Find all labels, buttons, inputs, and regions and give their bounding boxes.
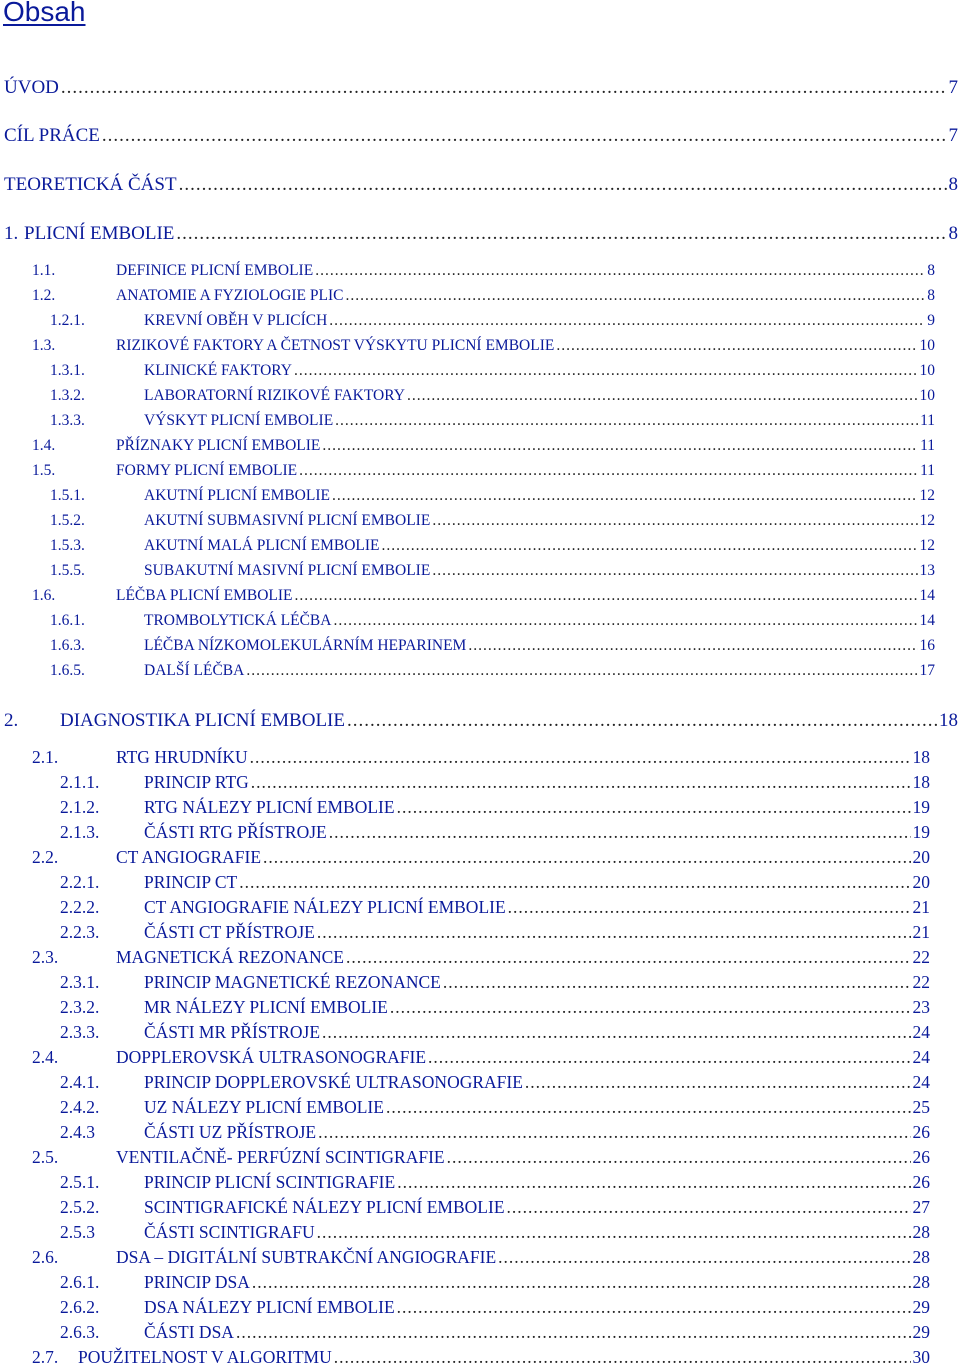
- toc-entry-page: 8: [927, 262, 935, 279]
- toc-entry-page: 14: [919, 612, 935, 629]
- toc-entry-title: LÉČBA NÍZKOMOLEKULÁRNÍM HEPARINEM: [144, 637, 467, 654]
- toc-entry-page: 27: [912, 1197, 930, 1217]
- toc-entry-title: SUBAKUTNÍ MASIVNÍ PLICNÍ EMBOLIE: [144, 562, 431, 579]
- toc-leader-dots: [525, 1074, 911, 1092]
- toc-entry-title: DSA – DIGITÁLNÍ SUBTRAKČNÍ ANGIOGRAFIE: [116, 1247, 497, 1267]
- toc-entry-page: 28: [912, 1247, 930, 1267]
- toc-entry-title: LÉČBA PLICNÍ EMBOLIE: [116, 587, 293, 604]
- toc-entry-number: 2.2.1.: [60, 872, 100, 892]
- toc-entry-title: RIZIKOVÉ FAKTORY A ČETNOST VÝSKYTU PLICNÍ EMBOLIE: [116, 337, 555, 354]
- toc-entry-title: DIAGNOSTIKA PLICNÍ EMBOLIE: [60, 710, 345, 731]
- toc-leader-dots: [299, 463, 918, 479]
- toc-entry-number: 2.4.2.: [60, 1097, 100, 1117]
- toc-entry[interactable]: [32, 1149, 930, 1167]
- toc-entry-number: 2.1.3.: [60, 822, 100, 842]
- toc-leader-dots: [315, 263, 925, 279]
- toc-entry-number: 2.4.1.: [60, 1072, 100, 1092]
- toc-leader-dots: [468, 638, 917, 654]
- toc-leader-dots: [236, 1324, 911, 1342]
- toc-entry-page: 12: [919, 512, 935, 529]
- toc-entry-page: 9: [927, 312, 935, 329]
- toc-entry-page: 23: [912, 997, 930, 1017]
- toc-entry[interactable]: [60, 824, 930, 842]
- toc-leader-dots: [498, 1249, 910, 1267]
- toc-entry-number: 1.3.1.: [50, 362, 85, 379]
- toc-leader-dots: [239, 874, 910, 892]
- toc-entry[interactable]: [32, 588, 935, 604]
- toc-entry[interactable]: [60, 924, 930, 942]
- toc-entry-title: PRINCIP DSA: [144, 1272, 250, 1292]
- toc-entry-number: 1.5.1.: [50, 487, 85, 504]
- toc-entry-page: 11: [920, 462, 935, 479]
- toc-entry[interactable]: [50, 388, 935, 404]
- toc-entry-number: 2.3.: [32, 947, 59, 967]
- toc-entry[interactable]: [50, 563, 935, 579]
- toc-entry-number: 2.6.3.: [60, 1322, 100, 1342]
- toc-entry-title: ČÁSTI RTG PŘÍSTROJE: [144, 822, 327, 842]
- toc-entry-title: ÚVOD: [4, 77, 59, 98]
- toc-entry-title: PRINCIP DOPPLEROVSKÉ ULTRASONOGRAFIE: [144, 1072, 523, 1092]
- toc-entry[interactable]: [50, 638, 935, 654]
- toc-entry[interactable]: [32, 438, 935, 454]
- toc-leader-dots: [347, 711, 937, 730]
- toc-entry[interactable]: [60, 999, 930, 1017]
- toc-entry-number: 1.2.: [32, 287, 56, 304]
- toc-entry-number: 1.3.2.: [50, 387, 85, 404]
- toc-entry[interactable]: [4, 78, 958, 97]
- toc-entry-title: PLICNÍ EMBOLIE: [24, 223, 175, 244]
- toc-entry[interactable]: [50, 488, 935, 504]
- toc-entry[interactable]: [32, 849, 930, 867]
- toc-entry[interactable]: [50, 363, 935, 379]
- toc-entry-title: RTG HRUDNÍKU: [116, 747, 248, 767]
- toc-entry-number: 1.5.3.: [50, 537, 85, 554]
- toc-leader-dots: [382, 538, 918, 554]
- toc-entry[interactable]: [60, 1174, 930, 1192]
- page-title: Obsah: [3, 0, 86, 27]
- toc-entry-page: 21: [912, 922, 930, 942]
- toc-entry[interactable]: [32, 263, 935, 279]
- toc-entry-number: 2.5.3: [60, 1222, 95, 1242]
- toc-entry[interactable]: [60, 799, 930, 817]
- toc-entry[interactable]: [60, 899, 930, 917]
- toc-entry-number: 2.6.1.: [60, 1272, 100, 1292]
- toc-entry-page: 8: [948, 174, 958, 195]
- toc-entry-page: 22: [912, 947, 930, 967]
- toc-entry-page: 16: [919, 637, 935, 654]
- toc-entry-title: VÝSKYT PLICNÍ EMBOLIE: [144, 412, 334, 429]
- toc-entry-page: 14: [919, 587, 935, 604]
- toc-entry-title: DEFINICE PLICNÍ EMBOLIE: [116, 262, 314, 279]
- toc-entry-title: CÍL PRÁCE: [4, 125, 100, 146]
- toc-leader-dots: [335, 413, 918, 429]
- toc-entry-page: 8: [948, 223, 958, 244]
- toc-entry-title: KLINICKÉ FAKTORY: [144, 362, 292, 379]
- toc-entry-page: 24: [912, 1047, 930, 1067]
- toc-leader-dots: [443, 974, 911, 992]
- toc-entry-number: 2.1.1.: [60, 772, 100, 792]
- toc-entry-title: ČÁSTI UZ PŘÍSTROJE: [144, 1122, 317, 1142]
- toc-entry-number: 2.4.: [32, 1047, 59, 1067]
- toc-entry-title: POUŽITELNOST V ALGORITMU: [78, 1347, 332, 1367]
- toc-leader-dots: [250, 749, 911, 767]
- toc-entry[interactable]: [50, 538, 935, 554]
- toc-leader-dots: [329, 313, 925, 329]
- toc-entry-page: 12: [919, 487, 935, 504]
- toc-entry-page: 10: [919, 387, 935, 404]
- toc-leader-dots: [329, 824, 911, 842]
- toc-entry-page: 10: [919, 337, 935, 354]
- toc-entry-page: 10: [919, 362, 935, 379]
- toc-leader-dots: [294, 363, 918, 379]
- toc-entry-page: 19: [912, 797, 930, 817]
- toc-entry-page: 22: [912, 972, 930, 992]
- toc-entry-title: MR NÁLEZY PLICNÍ EMBOLIE: [144, 997, 388, 1017]
- toc-leader-dots: [332, 488, 918, 504]
- toc-entry-page: 30: [912, 1347, 930, 1367]
- toc-entry[interactable]: [32, 1249, 930, 1267]
- toc-entry-number: 2.7.: [32, 1347, 59, 1367]
- toc-entry[interactable]: [32, 288, 935, 304]
- toc-leader-dots: [179, 175, 947, 194]
- toc-entry[interactable]: [4, 711, 958, 730]
- toc-entry-number: 2.1.: [32, 747, 59, 767]
- toc-entry[interactable]: [32, 1349, 930, 1367]
- toc-entry[interactable]: [50, 613, 935, 629]
- toc-entry-title: CT ANGIOGRAFIE NÁLEZY PLICNÍ EMBOLIE: [144, 897, 506, 917]
- toc-entry-number: 2.6.2.: [60, 1297, 100, 1317]
- toc-leader-dots: [317, 924, 911, 942]
- toc-entry-title: UZ NÁLEZY PLICNÍ EMBOLIE: [144, 1097, 384, 1117]
- toc-entry-page: 7: [948, 77, 958, 98]
- toc-entry[interactable]: [50, 513, 935, 529]
- toc-entry-title: SCINTIGRAFICKÉ NÁLEZY PLICNÍ EMBOLIE: [144, 1197, 505, 1217]
- toc-entry-page: 26: [912, 1147, 930, 1167]
- toc-entry-title: DSA NÁLEZY PLICNÍ EMBOLIE: [144, 1297, 395, 1317]
- toc-entry-number: 1.3.: [32, 337, 56, 354]
- toc-leader-dots: [346, 949, 911, 967]
- toc-entry-page: 20: [912, 872, 930, 892]
- toc-entry-title: ANATOMIE A FYZIOLOGIE PLIC: [116, 287, 344, 304]
- toc-entry-number: 2.3.1.: [60, 972, 100, 992]
- toc-entry-title: TEORETICKÁ ČÁST: [4, 174, 177, 195]
- toc-entry-title: PŘÍZNAKY PLICNÍ EMBOLIE: [116, 437, 321, 454]
- toc-entry-number: 1.5.5.: [50, 562, 85, 579]
- toc-entry-page: 18: [939, 710, 958, 731]
- toc-leader-dots: [317, 1224, 911, 1242]
- toc-entry-number: 2.3.3.: [60, 1022, 100, 1042]
- toc-leader-dots: [508, 899, 911, 917]
- toc-entry-number: 1.2.1.: [50, 312, 85, 329]
- toc-entry[interactable]: [60, 974, 930, 992]
- toc-entry-number: 1.3.3.: [50, 412, 85, 429]
- toc-entry[interactable]: [60, 1224, 930, 1242]
- toc-leader-dots: [251, 774, 911, 792]
- toc-entry-title: RTG NÁLEZY PLICNÍ EMBOLIE: [144, 797, 395, 817]
- toc-entry[interactable]: [60, 1299, 930, 1317]
- toc-leader-dots: [318, 1124, 910, 1142]
- toc-leader-dots: [345, 288, 925, 304]
- toc-entry-title: PRINCIP MAGNETICKÉ REZONANCE: [144, 972, 441, 992]
- toc-leader-dots: [322, 438, 918, 454]
- toc-entry-number: 2.5.1.: [60, 1172, 100, 1192]
- toc-leader-dots: [263, 849, 910, 867]
- toc-entry-number: 2.1.2.: [60, 797, 100, 817]
- toc-entry-page: 11: [920, 412, 935, 429]
- toc-leader-dots: [397, 1299, 911, 1317]
- toc-leader-dots: [334, 1349, 911, 1367]
- toc-leader-dots: [102, 126, 947, 145]
- toc-leader-dots: [390, 999, 911, 1017]
- toc-entry-page: 8: [927, 287, 935, 304]
- toc-entry[interactable]: [60, 1274, 930, 1292]
- toc-entry-number: 1.1.: [32, 262, 56, 279]
- toc-leader-dots: [556, 338, 917, 354]
- toc-entry-page: 13: [919, 562, 935, 579]
- toc-entry-title: ČÁSTI CT PŘÍSTROJE: [144, 922, 315, 942]
- toc-leader-dots: [61, 78, 947, 97]
- toc-entry-page: 28: [912, 1222, 930, 1242]
- toc-entry-number: 2.5.2.: [60, 1197, 100, 1217]
- toc-leader-dots: [333, 613, 917, 629]
- toc-entry-title: ČÁSTI SCINTIGRAFU: [144, 1222, 315, 1242]
- toc-entry-title: AKUTNÍ PLICNÍ EMBOLIE: [144, 487, 330, 504]
- toc-entry[interactable]: [60, 774, 930, 792]
- toc-entry[interactable]: [50, 413, 935, 429]
- toc-entry-number: 2.2.3.: [60, 922, 100, 942]
- toc-entry-number: 2.6.: [32, 1247, 59, 1267]
- toc-entry[interactable]: [50, 313, 935, 329]
- toc-entry[interactable]: [32, 463, 935, 479]
- toc-entry-title: AKUTNÍ MALÁ PLICNÍ EMBOLIE: [144, 537, 380, 554]
- toc-entry-page: 12: [919, 537, 935, 554]
- toc-entry-title: DOPPLEROVSKÁ ULTRASONOGRAFIE: [116, 1047, 427, 1067]
- toc-leader-dots: [386, 1099, 911, 1117]
- toc-entry-page: 28: [912, 1272, 930, 1292]
- toc-entry[interactable]: [32, 1049, 930, 1067]
- toc-entry[interactable]: [4, 126, 958, 145]
- toc-entry-number: 2.5.: [32, 1147, 59, 1167]
- toc-entry[interactable]: [32, 338, 935, 354]
- toc-entry[interactable]: [60, 1324, 930, 1342]
- toc-entry-title: PRINCIP CT: [144, 872, 238, 892]
- toc-entry-page: 26: [912, 1172, 930, 1192]
- toc-leader-dots: [246, 663, 917, 679]
- toc-leader-dots: [507, 1199, 911, 1217]
- toc-entry-title: CT ANGIOGRAFIE: [116, 847, 262, 867]
- toc-entry[interactable]: [60, 1199, 930, 1217]
- toc-entry-title: AKUTNÍ SUBMASIVNÍ PLICNÍ EMBOLIE: [144, 512, 431, 529]
- toc-entry-number: 2.2.: [32, 847, 59, 867]
- toc-entry-page: 18: [912, 747, 930, 767]
- toc-entry[interactable]: [32, 749, 930, 767]
- toc-entry[interactable]: [50, 663, 935, 679]
- toc-entry-number: 2.3.2.: [60, 997, 100, 1017]
- toc-leader-dots: [322, 1024, 910, 1042]
- toc-entry-page: 29: [912, 1322, 930, 1342]
- toc-entry-page: 26: [912, 1122, 930, 1142]
- toc-entry[interactable]: [4, 175, 958, 194]
- toc-leader-dots: [447, 1149, 911, 1167]
- toc-entry-number: 1.6.5.: [50, 662, 85, 679]
- toc-entry-page: 21: [912, 897, 930, 917]
- toc-entry-page: 18: [912, 772, 930, 792]
- toc-entry-title: FORMY PLICNÍ EMBOLIE: [116, 462, 298, 479]
- toc-leader-dots: [432, 563, 917, 579]
- toc-leader-dots: [432, 513, 917, 529]
- toc-entry-title: MAGNETICKÁ REZONANCE: [116, 947, 344, 967]
- toc-leader-dots: [407, 388, 918, 404]
- toc-entry-number: 2.2.2.: [60, 897, 100, 917]
- toc-entry-title: VENTILAČNĚ- PERFÚZNÍ SCINTIGRAFIE: [116, 1147, 445, 1167]
- toc-entry-title: DALŠÍ LÉČBA: [144, 662, 245, 679]
- toc-entry[interactable]: [60, 1074, 930, 1092]
- toc-entry-page: 29: [912, 1297, 930, 1317]
- toc-entry-number: 1.4.: [32, 437, 56, 454]
- toc-entry-title: ČÁSTI MR PŘÍSTROJE: [144, 1022, 321, 1042]
- toc-entry[interactable]: [60, 1099, 930, 1117]
- toc-entry-number: 1.6.3.: [50, 637, 85, 654]
- toc-entry-title: ČÁSTI DSA: [144, 1322, 234, 1342]
- toc-entry-number: 1.6.1.: [50, 612, 85, 629]
- toc-entry-page: 25: [912, 1097, 930, 1117]
- toc-entry-page: 19: [912, 822, 930, 842]
- toc-entry-title: TROMBOLYTICKÁ LÉČBA: [144, 612, 332, 629]
- toc-entry[interactable]: [4, 224, 958, 243]
- toc-entry-page: 24: [912, 1072, 930, 1092]
- toc-entry[interactable]: [60, 1124, 930, 1142]
- toc-entry-number: 1.5.: [32, 462, 56, 479]
- toc-entry-title: PRINCIP PLICNÍ SCINTIGRAFIE: [144, 1172, 396, 1192]
- toc-entry-page: 11: [920, 437, 935, 454]
- toc-leader-dots: [176, 224, 946, 243]
- toc-leader-dots: [397, 799, 911, 817]
- toc-leader-dots: [295, 588, 918, 604]
- toc-leader-dots: [252, 1274, 911, 1292]
- toc-entry-number: 2.4.3: [60, 1122, 95, 1142]
- toc-entry-number: 1.6.: [32, 587, 56, 604]
- toc-entry-page: 20: [912, 847, 930, 867]
- toc-entry-page: 17: [919, 662, 935, 679]
- toc-entry-title: KREVNÍ OBĚH V PLICÍCH: [144, 312, 328, 329]
- toc-entry-page: 7: [948, 125, 958, 146]
- toc-entry[interactable]: [60, 874, 930, 892]
- toc-entry-number: 1.5.2.: [50, 512, 85, 529]
- toc-leader-dots: [428, 1049, 910, 1067]
- toc-entry[interactable]: [60, 1024, 930, 1042]
- toc-leader-dots: [397, 1174, 910, 1192]
- toc-entry-number: 2.: [4, 710, 19, 731]
- toc-entry-page: 24: [912, 1022, 930, 1042]
- toc-entry-number: 1.: [4, 223, 19, 244]
- toc-entry-title: PRINCIP RTG: [144, 772, 249, 792]
- toc-entry[interactable]: [32, 949, 930, 967]
- toc-entry-title: LABORATORNÍ RIZIKOVÉ FAKTORY: [144, 387, 405, 404]
